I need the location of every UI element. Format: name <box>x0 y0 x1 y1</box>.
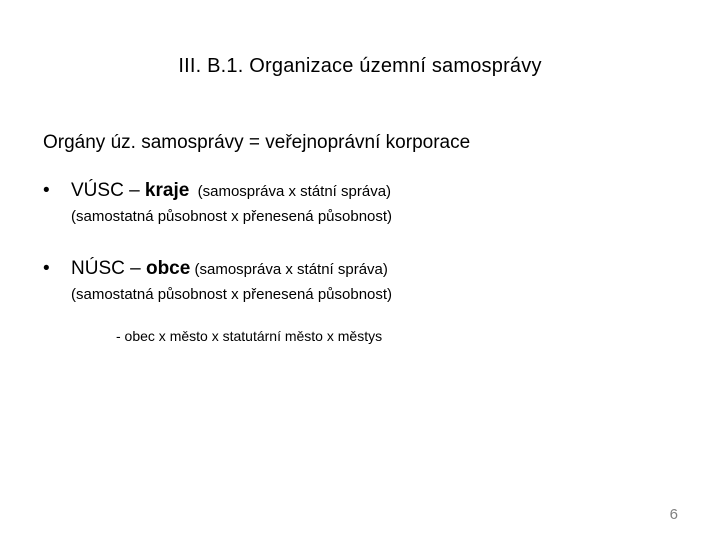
bullet-nusc-bold: obce <box>145 258 191 279</box>
bullet-vusc-main <box>71 180 189 201</box>
bullet-vusc-prefix: VÚSC – <box>71 180 145 201</box>
bullet-vusc-second-line: (samostatná působnost x přenesená působnost) <box>71 208 393 225</box>
bullet-icon: • <box>43 258 50 279</box>
municipality-types-line: - obec x město x statutární město x městys <box>116 328 383 344</box>
page-number: 6 <box>669 506 678 523</box>
bullet-nusc-note: (samospráva x státní správa) <box>190 261 388 278</box>
bullet-vusc-note: (samospráva x státní správa) <box>189 183 392 200</box>
bullet-nusc-second-line: (samostatná působnost x přenesená působnost) <box>71 286 393 303</box>
slide-subtitle: Orgány úz. samosprávy = veřejnoprávní korporace <box>43 132 471 153</box>
bullet-nusc-main <box>71 258 190 279</box>
bullet-icon: • <box>43 180 50 201</box>
bullet-vusc-bold: kraje <box>144 180 190 201</box>
bullet-vusc <box>43 180 391 202</box>
bullet-nusc <box>43 258 388 280</box>
bullet-nusc-prefix: NÚSC – <box>71 258 146 279</box>
slide-title: III. B.1. Organizace územní samosprávy <box>178 55 542 77</box>
